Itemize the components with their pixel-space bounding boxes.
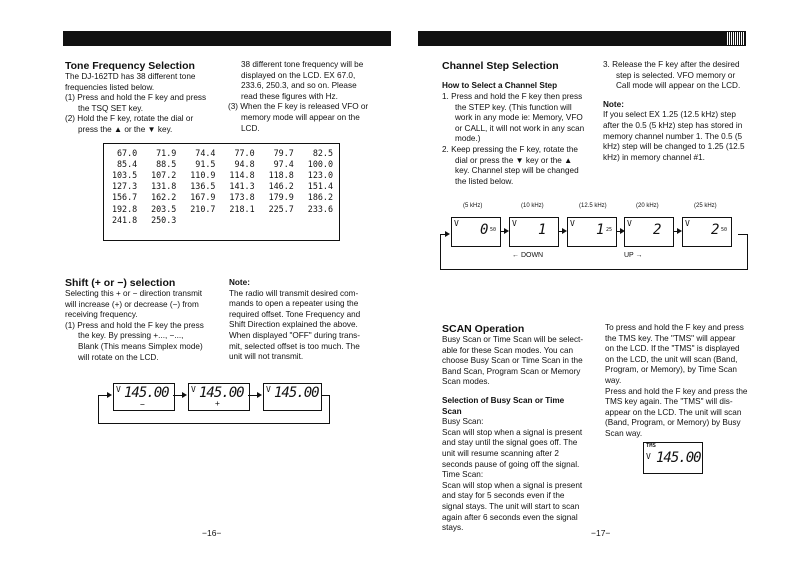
arrow-right-icon — [182, 392, 187, 398]
table-cell: 203.5 — [151, 203, 177, 214]
lcd-vfo-indicator: V — [191, 385, 196, 394]
text-line: seconds pause of going off the signal. — [442, 459, 580, 469]
text-line: The radio will transmit desired com- — [229, 288, 359, 298]
table-cell: 233.6 — [307, 203, 333, 214]
table-cell: 141.3 — [229, 181, 255, 192]
lcd-step-digit: 2 — [711, 222, 719, 238]
text-line: Scan way. — [605, 428, 643, 438]
text-line: on the LCD, the unit will scan (Band, — [605, 354, 738, 364]
table-cell: 82.5 — [312, 147, 333, 158]
step-loop-right — [747, 234, 748, 270]
lcd-frequency: 145.00 — [656, 450, 701, 466]
text-line: mode.) — [455, 134, 481, 144]
text-line: memory mode will appear on the — [241, 112, 360, 122]
step-label: (5 kHz) — [463, 203, 483, 209]
text-line: receiving frequency. — [65, 310, 138, 320]
lcd-step-suffix: 25 — [606, 227, 613, 233]
arrow-right-icon — [257, 392, 262, 398]
shift-note — [229, 278, 389, 363]
text-line: the TSQ SET key. — [78, 103, 144, 113]
text-line: TMS key again. The "TMS" will dis- — [605, 397, 733, 407]
text-line: Program, or Memory), by Time Scan — [605, 365, 737, 375]
lcd-vfo-indicator: V — [454, 219, 459, 228]
text-line: (1) Press and hold the F key the press — [65, 320, 204, 330]
text-line: Busy Scan or Time Scan will be select- — [442, 335, 584, 344]
lcd-vfo-indicator: V — [646, 452, 651, 461]
text-line: appear on the LCD. The unit will scan — [605, 407, 742, 417]
text-line: choose Busy Scan or Time Scan in the — [442, 356, 583, 366]
text-line: Selecting this + or − direction transmit — [65, 289, 202, 298]
table-cell — [182, 214, 221, 225]
text-line: required offset. Tone Frequency and — [229, 309, 361, 319]
right-header-bar — [418, 31, 746, 46]
text-line: To press and hold the F key and press — [605, 323, 744, 332]
lcd-step-digit: 1 — [596, 222, 604, 238]
text-line: press the ▲ or the ▼ key. — [78, 124, 173, 134]
lcd-step-digit: 0 — [480, 222, 488, 238]
scan-text — [442, 335, 600, 534]
note-title: Note: — [229, 278, 250, 287]
text-line: the key. By pressing +..., −..., — [78, 331, 184, 341]
text-line: Time Scan: — [442, 470, 484, 480]
text-line: LCD. — [241, 123, 260, 133]
text-line: Scan will stop when a signal is present — [442, 480, 583, 490]
channel-step-right-column — [603, 60, 758, 163]
table-cell: 103.5 — [111, 169, 138, 180]
tone-right-column — [228, 60, 388, 134]
table-cell: 151.4 — [307, 181, 333, 192]
header-tick-marks — [727, 32, 744, 45]
table-cell — [221, 214, 260, 225]
lcd-tms-indicator: TMS — [646, 443, 656, 449]
text-line: 2. Keep pressing the F key, rotate the — [442, 144, 578, 154]
text-line: the STEP key. (This function will — [455, 102, 572, 112]
table-cell: 123.0 — [307, 169, 333, 180]
text-line: (2) Hold the F key, rotate the dial or — [65, 114, 194, 124]
text-line: 3. Release the F key after the desired — [603, 60, 740, 69]
tone-frequency-table-frame — [103, 143, 340, 241]
tone-frequency-table — [104, 147, 339, 225]
table-cell: 94.8 — [234, 158, 255, 169]
table-cell: 114.8 — [229, 169, 255, 180]
table-cell: 79.7 — [273, 147, 294, 158]
text-line: able for these Scan modes. You can — [442, 345, 574, 355]
text-line: 38 different tone frequency will be — [241, 60, 364, 69]
table-cell: 100.0 — [307, 158, 333, 169]
text-line: will rotate on the LCD. — [78, 352, 159, 362]
text-line: 1. Press and hold the F key then press — [442, 92, 583, 101]
left-header-bar — [63, 31, 391, 46]
text-line: kHz) step will be changed to 1.25 (12.5 — [603, 142, 745, 152]
table-cell: 218.1 — [229, 203, 255, 214]
down-label: ← DOWN — [512, 252, 544, 259]
table-cell: 146.2 — [268, 181, 294, 192]
step-lcd — [567, 217, 617, 247]
text-line: after the 0.5 (5 kHz) step has stored in — [603, 120, 743, 130]
page-number-left: −16− — [202, 528, 222, 538]
lcd-step-digit: 2 — [653, 222, 661, 238]
table-row — [104, 203, 339, 214]
step-label: (10 kHz) — [521, 203, 544, 209]
text-line: Scan modes. — [442, 377, 490, 387]
channel-step-heading: Channel Step Selection — [442, 60, 559, 72]
step-lcd — [624, 217, 674, 247]
lcd-step-digit: 1 — [538, 222, 546, 238]
table-cell: 77.0 — [234, 147, 255, 158]
table-cell: 85.4 — [116, 158, 138, 169]
text-line: unit will not transmit. — [229, 352, 304, 362]
text-line: displayed on the LCD. EX 67.0, — [241, 70, 356, 80]
text-line: step is selected. VFO memory or — [616, 70, 736, 80]
text-line: signal stays. The unit will start to scan — [442, 501, 580, 511]
tone-intro — [65, 72, 235, 136]
text-line: Busy Scan: — [442, 417, 484, 427]
text-line: When displayed "OFF" during trans- — [229, 330, 360, 340]
text-line: (3) When the F key is released VFO or — [228, 102, 369, 112]
table-cell: 88.5 — [156, 158, 177, 169]
table-row — [104, 147, 339, 158]
tone-heading: Tone Frequency Selection — [65, 60, 195, 72]
step-lcd — [682, 217, 732, 247]
table-row — [104, 181, 339, 192]
table-row — [104, 158, 339, 169]
lcd-frequency: 145.00 — [124, 385, 169, 401]
text-line: will increase (+) or decrease (−) from — [65, 299, 199, 309]
table-cell: 71.9 — [156, 147, 177, 158]
shift-loop-line-left — [98, 395, 99, 423]
table-cell: 118.8 — [268, 169, 294, 180]
channel-step-text — [442, 92, 602, 187]
lcd-shift-sign: − — [140, 400, 145, 409]
table-cell — [300, 214, 339, 225]
text-line: the TMS key. The "TMS" will appear — [605, 333, 736, 343]
up-label: UP → — [624, 252, 643, 259]
table-row — [104, 214, 339, 225]
text-line: Call mode will appear on the LCD. — [616, 81, 741, 91]
step-label: (25 kHz) — [694, 203, 717, 209]
text-line: 233.6, 250.3, and so on. Please — [241, 81, 357, 91]
table-cell: 210.7 — [190, 203, 216, 214]
table-cell: 186.2 — [307, 192, 333, 203]
note-title: Note: — [603, 99, 624, 109]
scan-heading: SCAN Operation — [442, 323, 525, 335]
step-lcd — [509, 217, 559, 247]
shift-lcd-plus — [188, 383, 250, 411]
text-line: (Band, Program, or Memory) by Busy — [605, 418, 741, 428]
table-cell: 97.4 — [273, 158, 294, 169]
text-line: the listed below. — [455, 176, 514, 186]
shift-lcd-simplex — [263, 383, 322, 411]
text-line: frequencies listed below. — [65, 82, 155, 92]
text-line: way. — [605, 375, 622, 385]
channel-step-subheading: How to Select a Channel Step — [442, 81, 558, 90]
table-cell: 167.9 — [190, 192, 216, 203]
scan-right-column — [605, 323, 760, 440]
table-cell: 91.5 — [195, 158, 216, 169]
lcd-frequency: 145.00 — [199, 385, 244, 401]
table-cell: 136.5 — [190, 181, 216, 192]
text-line: on the LCD. If the "TMS" is displayed — [605, 344, 740, 354]
lcd-vfo-indicator: V — [685, 219, 690, 228]
table-cell: 110.9 — [190, 169, 216, 180]
step-lcd — [451, 217, 501, 247]
text-line: mit, selected offset is too much. The — [229, 341, 360, 351]
text-line: read these figures with Hz. — [241, 91, 338, 101]
text-line: Blank (This means Simplex mode) — [78, 341, 203, 351]
text-line: Scan — [442, 406, 462, 416]
table-cell: 127.3 — [111, 181, 138, 192]
table-cell: 192.8 — [111, 203, 138, 214]
table-row — [104, 169, 339, 180]
lcd-vfo-indicator: V — [627, 219, 632, 228]
text-line: If you select EX 1.25 (12.5 kHz) step — [603, 110, 736, 120]
text-line: Shift Direction explained the above. — [229, 320, 358, 330]
lcd-shift-sign: + — [215, 399, 220, 408]
table-cell: 131.8 — [151, 181, 177, 192]
lcd-frequency: 145.00 — [274, 385, 319, 401]
text-line: Selection of Busy Scan or Time — [442, 395, 565, 405]
step-loop-left — [440, 234, 441, 270]
lcd-vfo-indicator: V — [116, 385, 121, 394]
text-line: dial or press the ▼ key or the ▲ — [455, 155, 573, 165]
table-cell: 107.2 — [151, 169, 177, 180]
text-line: Scan will stop when a signal is present — [442, 427, 583, 437]
text-line: key. Channel step will be changed — [455, 166, 579, 176]
step-loop-bottom — [440, 269, 748, 270]
table-cell — [261, 214, 300, 225]
shift-text — [65, 289, 225, 363]
text-line: Band Scan, Program Scan or Memory — [442, 366, 581, 376]
step-label: (12.5 kHz) — [579, 203, 607, 209]
text-line: (1) Press and hold the F key and press — [65, 93, 207, 103]
table-cell: 241.8 — [111, 214, 138, 225]
table-cell: 179.9 — [268, 192, 294, 203]
text-line: and stay until the signal goes off. The — [442, 438, 578, 448]
lcd-vfo-indicator: V — [512, 219, 517, 228]
table-row — [104, 192, 339, 203]
text-line: The DJ-162TD has 38 different tone — [65, 72, 196, 81]
arrow-right-icon — [107, 392, 112, 398]
step-label: (20 kHz) — [636, 203, 659, 209]
text-line: stays. — [442, 523, 464, 533]
shift-lcd-minus — [113, 383, 175, 411]
text-line: kHz) in memory channel #1. — [603, 152, 705, 162]
lcd-step-suffix: 50 — [721, 227, 728, 233]
text-line: or CALL, it will not work in any scan — [455, 123, 585, 133]
text-line: Press and hold the F key and press the — [605, 386, 748, 396]
shift-heading: Shift (+ or −) selection — [65, 277, 176, 289]
text-line: work in any mode ie: Memory, VFO — [455, 113, 583, 123]
lcd-vfo-indicator: V — [266, 385, 271, 394]
shift-loop-line-bottom — [98, 423, 330, 424]
page-number-right: −17− — [591, 528, 611, 538]
text-line: unit will resume scanning after 2 — [442, 448, 559, 458]
table-cell: 225.7 — [268, 203, 294, 214]
table-cell: 74.4 — [195, 147, 216, 158]
step-loop-rightstub — [738, 234, 748, 235]
table-cell: 250.3 — [151, 214, 177, 225]
text-line: mands to open a repeater using the — [229, 299, 359, 309]
lcd-step-suffix: 50 — [490, 227, 497, 233]
table-cell: 173.8 — [229, 192, 255, 203]
shift-loop-line-right — [329, 395, 330, 423]
table-cell: 156.7 — [111, 192, 138, 203]
arrow-right-icon — [445, 231, 450, 237]
table-cell: 162.2 — [151, 192, 177, 203]
text-line: again after 6 seconds even the signal — [442, 512, 578, 522]
text-line: and stay for 5 seconds even if the — [442, 491, 565, 501]
text-line: memory channel number 1. The 0.5 (5 — [603, 131, 743, 141]
tms-lcd — [643, 442, 703, 474]
lcd-vfo-indicator: V — [570, 219, 575, 228]
table-cell: 67.0 — [116, 147, 138, 158]
